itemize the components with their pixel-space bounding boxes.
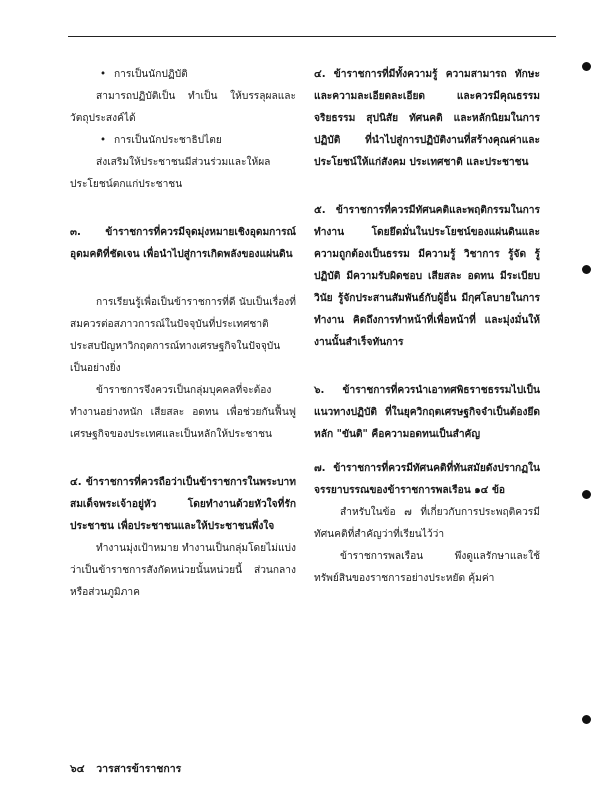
bullet-democrat-text: ส่งเสริมให้ประชาชนมีส่วนร่วมและให้ผลประโยชน์ตกแก่ประชาชน — [70, 157, 271, 190]
left-column — [70, 64, 296, 604]
binder-hole-dot — [582, 62, 591, 71]
item-7-paragraph-2: ข้าราชการพลเรือน พึงดูแลรักษาและใช้ทรัพย์สินของราชการอย่างประหยัด คุ้มค่า — [314, 551, 540, 584]
bullet-democrat: • การเป็นนักประชาธิปไตย — [100, 135, 222, 146]
publication-name: วารสารข้าราชการ — [96, 763, 182, 775]
item-4-heading: ๔. ข้าราชการที่ควรถือว่าเป็นข้าราชการในพระบาทสมเด็จพระเจ้าอยู่หัว โดยทำงานด้วยหัวใจที่รักประชาชน เพื่อประชาชนและให้ประชาชนพึ่งใจ — [70, 477, 296, 532]
item-3-paragraph-2: ข้าราชการจึงควรเป็นกลุ่มบุคคลที่จะต้องทำงานอย่างหนัก เสียสละ อดทน เพื่อช่วยกันฟื้นฟูเศรษฐกิจของประเทศและเป็นหลักให้ประชาชน — [70, 385, 296, 440]
binder-hole-dot — [582, 715, 591, 724]
item-3-heading: ๓. ข้าราชการที่ควรมีจุดมุ่งหมายเชิงอุดมการณ์ อุดมคติที่ชัดเจน เพื่อนำไปสู่การเกิดพลังของแผ่นดิน — [70, 227, 296, 260]
header-rule — [68, 36, 556, 37]
item-7-paragraph-1: สำหรับในข้อ ๗ ที่เกี่ยวกับการประพฤติควรมีทัศนคติที่สำคัญว่าที่เรียนไว้ว่า — [314, 507, 540, 540]
bullet-practitioner: • การเป็นนักปฏิบัติ — [100, 69, 188, 80]
item-6-heading: ๖. ข้าราชการที่ควรนำเอาทศพิธราชธรรมไปเป็นแนวทางปฏิบัติ ที่ในยุควิกฤตเศรษฐกิจจำเป็นต้องยึดหลัก "ขันติ" คือความอดทนเป็นสำคัญ — [314, 385, 540, 440]
item-7-heading: ๗. ข้าราชการที่ควรมีทัศนคติที่ทันสมัยดังปรากฏในจรรยาบรรณของข้าราชการพลเรือน ๑๔ ข้อ — [314, 463, 540, 496]
bullet-practitioner-text: สามารถปฏิบัติเป็น ทำเป็น ให้บรรลุผลและวัตถุประสงค์ได้ — [70, 91, 296, 124]
binder-hole-dot — [582, 490, 591, 499]
item-4b-heading: ๔. ข้าราชการที่มีทั้งความรู้ ความสามารถ ทักษะ และความละเอียดละเอียด และควรมีคุณธรรม จริยธรรม สุปนิสัย ทัศนคติ และหลักนิยมในการปฏิบัติ ที่นำไปสู่การปฏิบัติงานที่สร้างคุณค่าและประโยชน์ให้แก่สังคม ประเทศชาติ และประชาชน — [314, 69, 540, 168]
right-column — [314, 64, 540, 590]
item-4-paragraph-1: ทำงานมุ่งเป้าหมาย ทำงานเป็นกลุ่มโดยไม่แบ่งว่าเป็นข้าราชการสังกัดหน่วยนั้นหน่วยนี้ ส่วนกลางหรือส่วนภูมิภาค — [70, 543, 296, 598]
page-number: ๖๔ — [70, 763, 85, 775]
item-3-paragraph-1: การเรียนรู้เพื่อเป็นข้าราชการที่ดี นับเป็นเรื่องที่สมควรต่อสภาวการณ์ในปัจจุบันที่ประเทศชาติประสบปัญหาวิกฤตการณ์ทางเศรษฐกิจในปัจจุบันเป็นอย่างยิ่ง — [70, 297, 296, 374]
binder-hole-dot — [582, 265, 591, 274]
item-5-heading: ๕. ข้าราชการที่ควรมีทัศนคติและพฤติกรรมในการทำงาน โดยยึดมั่นในประโยชน์ของแผ่นดินและความถูกต้องเป็นธรรม มีความรู้ วิชาการ รู้จัด รู้ปฏิบัติ มีความรับผิดชอบ เสียสละ อดทน มีระเบียบวินัย รู้จักประสานสัมพันธ์กับผู้อื่น มีกุศโลบายในการทำงาน คิดถึงการทำหน้าที่เพื่อหน้าที่ และมุ่งมั่นให้งานนั้นสำเร็จทันการ — [314, 205, 540, 348]
page-footer — [70, 760, 181, 777]
